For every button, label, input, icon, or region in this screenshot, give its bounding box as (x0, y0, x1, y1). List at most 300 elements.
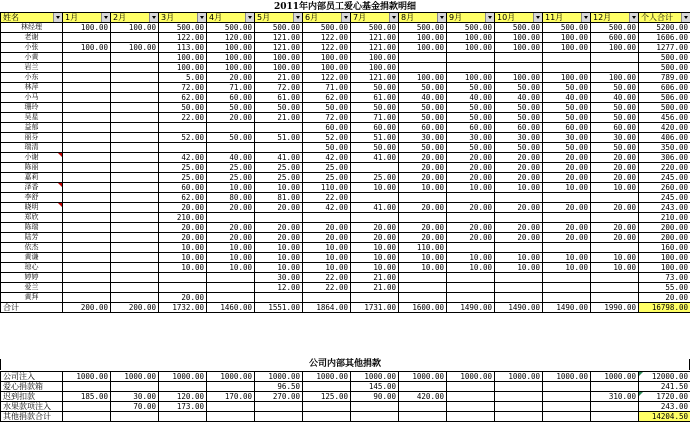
amount-cell[interactable] (63, 83, 111, 93)
column-header[interactable]: 7月 (351, 13, 399, 23)
amount-cell[interactable]: 20.00 (351, 223, 399, 233)
amount-cell[interactable]: 406.00 (639, 133, 690, 143)
amount-cell[interactable] (591, 53, 639, 63)
amount-cell[interactable]: 10.00 (159, 263, 207, 273)
other-amount-cell[interactable] (495, 392, 543, 402)
total-cell[interactable]: 1731.00 (351, 303, 399, 313)
amount-cell[interactable] (447, 63, 495, 73)
amount-cell[interactable] (63, 53, 111, 63)
amount-cell[interactable]: 12.00 (255, 283, 303, 293)
other-amount-cell[interactable]: 1000.00 (447, 372, 495, 382)
amount-cell[interactable]: 100.00 (495, 33, 543, 43)
amount-cell[interactable]: 110.00 (399, 243, 447, 253)
amount-cell[interactable]: 5.00 (159, 73, 207, 83)
amount-cell[interactable]: 500.00 (639, 53, 690, 63)
other-amount-cell[interactable]: 310.00 (591, 392, 639, 402)
other-label[interactable]: 公司注入 (1, 372, 63, 382)
name-cell[interactable]: 黄拜 (1, 293, 63, 303)
amount-cell[interactable] (111, 103, 159, 113)
other-amount-cell[interactable] (495, 412, 543, 422)
amount-cell[interactable] (63, 233, 111, 243)
amount-cell[interactable]: 100.00 (639, 263, 690, 273)
name-cell[interactable]: 郑欣 (1, 213, 63, 223)
amount-cell[interactable]: 25.00 (207, 173, 255, 183)
amount-cell[interactable] (111, 133, 159, 143)
amount-cell[interactable]: 60.00 (495, 123, 543, 133)
other-amount-cell[interactable] (303, 382, 351, 392)
amount-cell[interactable] (255, 123, 303, 133)
total-cell[interactable]: 1732.00 (159, 303, 207, 313)
amount-cell[interactable]: 50.00 (399, 143, 447, 153)
amount-cell[interactable]: 20.00 (447, 233, 495, 243)
total-cell[interactable]: 1551.00 (255, 303, 303, 313)
amount-cell[interactable]: 25.00 (303, 173, 351, 183)
amount-cell[interactable]: 22.00 (159, 113, 207, 123)
amount-cell[interactable]: 220.00 (639, 163, 690, 173)
amount-cell[interactable]: 42.00 (303, 153, 351, 163)
amount-cell[interactable]: 121.00 (351, 43, 399, 53)
column-header[interactable]: 3月 (159, 13, 207, 23)
amount-cell[interactable]: 72.00 (159, 83, 207, 93)
amount-cell[interactable]: 306.00 (639, 153, 690, 163)
column-header[interactable]: 个人合计 (639, 13, 690, 23)
filter-dropdown-icon[interactable] (485, 13, 494, 22)
other-amount-cell[interactable]: 90.00 (351, 392, 399, 402)
amount-cell[interactable]: 789.00 (639, 73, 690, 83)
amount-cell[interactable] (591, 273, 639, 283)
amount-cell[interactable] (159, 283, 207, 293)
amount-cell[interactable]: 10.00 (207, 183, 255, 193)
amount-cell[interactable]: 62.00 (159, 93, 207, 103)
amount-cell[interactable] (447, 243, 495, 253)
amount-cell[interactable] (63, 103, 111, 113)
amount-cell[interactable]: 10.00 (207, 243, 255, 253)
amount-cell[interactable] (111, 253, 159, 263)
amount-cell[interactable] (207, 213, 255, 223)
comment-marker-icon[interactable] (58, 203, 62, 207)
name-cell[interactable]: 晓明 (1, 203, 63, 213)
amount-cell[interactable]: 73.00 (639, 273, 690, 283)
amount-cell[interactable] (447, 283, 495, 293)
amount-cell[interactable]: 100.00 (543, 43, 591, 53)
other-amount-cell[interactable]: 145.00 (351, 382, 399, 392)
amount-cell[interactable]: 10.00 (255, 263, 303, 273)
other-amount-cell[interactable]: 185.00 (63, 392, 111, 402)
other-amount-cell[interactable] (543, 382, 591, 392)
amount-cell[interactable]: 42.00 (303, 203, 351, 213)
amount-cell[interactable] (111, 263, 159, 273)
error-indicator-icon[interactable] (639, 372, 643, 376)
amount-cell[interactable]: 10.00 (543, 253, 591, 263)
other-amount-cell[interactable] (447, 412, 495, 422)
amount-cell[interactable]: 10.00 (255, 243, 303, 253)
amount-cell[interactable]: 100.00 (399, 43, 447, 53)
filter-dropdown-icon[interactable] (533, 13, 542, 22)
name-cell[interactable]: 小张 (1, 43, 63, 53)
total-label[interactable]: 合计 (1, 303, 63, 313)
other-amount-cell[interactable]: 30.00 (111, 392, 159, 402)
other-amount-cell[interactable] (255, 402, 303, 412)
amount-cell[interactable] (63, 163, 111, 173)
amount-cell[interactable] (159, 273, 207, 283)
amount-cell[interactable]: 50.00 (543, 83, 591, 93)
amount-cell[interactable]: 500.00 (639, 63, 690, 73)
amount-cell[interactable] (495, 53, 543, 63)
other-amount-cell[interactable]: 1720.00 (639, 392, 690, 402)
amount-cell[interactable]: 41.00 (351, 153, 399, 163)
amount-cell[interactable]: 100.00 (399, 33, 447, 43)
amount-cell[interactable] (447, 193, 495, 203)
amount-cell[interactable] (111, 233, 159, 243)
amount-cell[interactable] (63, 213, 111, 223)
amount-cell[interactable] (63, 203, 111, 213)
amount-cell[interactable]: 100.00 (447, 73, 495, 83)
amount-cell[interactable]: 210.00 (159, 213, 207, 223)
amount-cell[interactable]: 10.00 (303, 243, 351, 253)
amount-cell[interactable] (111, 123, 159, 133)
amount-cell[interactable]: 500.00 (447, 23, 495, 33)
amount-cell[interactable]: 20.00 (591, 163, 639, 173)
amount-cell[interactable]: 50.00 (399, 113, 447, 123)
total-cell[interactable]: 200.00 (63, 303, 111, 313)
amount-cell[interactable]: 20.00 (159, 233, 207, 243)
name-cell[interactable]: 珊玲 (1, 103, 63, 113)
name-cell[interactable]: 老谢 (1, 33, 63, 43)
amount-cell[interactable]: 60.00 (351, 123, 399, 133)
amount-cell[interactable] (111, 153, 159, 163)
filter-dropdown-icon[interactable] (629, 13, 638, 22)
amount-cell[interactable]: 500.00 (543, 23, 591, 33)
filter-dropdown-icon[interactable] (437, 13, 446, 22)
amount-cell[interactable]: 10.00 (399, 253, 447, 263)
amount-cell[interactable]: 200.00 (639, 223, 690, 233)
amount-cell[interactable] (63, 143, 111, 153)
amount-cell[interactable]: 600.00 (591, 33, 639, 43)
amount-cell[interactable]: 5200.00 (639, 23, 690, 33)
amount-cell[interactable]: 100.00 (303, 63, 351, 73)
amount-cell[interactable]: 50.00 (159, 103, 207, 113)
amount-cell[interactable]: 100.00 (543, 33, 591, 43)
amount-cell[interactable]: 42.00 (159, 153, 207, 163)
column-header[interactable]: 11月 (543, 13, 591, 23)
amount-cell[interactable]: 500.00 (351, 23, 399, 33)
amount-cell[interactable] (591, 243, 639, 253)
amount-cell[interactable]: 100.00 (111, 23, 159, 33)
amount-cell[interactable]: 100.00 (495, 43, 543, 53)
amount-cell[interactable]: 22.00 (303, 283, 351, 293)
amount-cell[interactable]: 50.00 (495, 83, 543, 93)
amount-cell[interactable]: 113.00 (159, 43, 207, 53)
amount-cell[interactable] (543, 63, 591, 73)
comment-marker-icon[interactable] (58, 153, 62, 157)
amount-cell[interactable] (111, 273, 159, 283)
amount-cell[interactable] (255, 293, 303, 303)
total-cell[interactable]: 16798.00 (639, 303, 690, 313)
amount-cell[interactable] (63, 183, 111, 193)
amount-cell[interactable]: 20.00 (543, 153, 591, 163)
amount-cell[interactable]: 20.00 (543, 233, 591, 243)
amount-cell[interactable]: 100.00 (303, 53, 351, 63)
total-cell[interactable]: 1864.00 (303, 303, 351, 313)
amount-cell[interactable]: 20.00 (639, 293, 690, 303)
filter-dropdown-icon[interactable] (101, 13, 110, 22)
total-cell[interactable]: 1490.00 (543, 303, 591, 313)
amount-cell[interactable] (351, 163, 399, 173)
amount-cell[interactable]: 62.00 (159, 193, 207, 203)
amount-cell[interactable]: 500.00 (207, 23, 255, 33)
other-label[interactable]: 其他捐款合计 (1, 412, 63, 422)
amount-cell[interactable]: 350.00 (639, 143, 690, 153)
amount-cell[interactable]: 456.00 (639, 113, 690, 123)
amount-cell[interactable]: 80.00 (207, 193, 255, 203)
amount-cell[interactable]: 10.00 (495, 253, 543, 263)
filter-dropdown-icon[interactable] (53, 13, 62, 22)
other-amount-cell[interactable] (591, 402, 639, 412)
amount-cell[interactable]: 100.00 (255, 53, 303, 63)
amount-cell[interactable]: 40.00 (591, 93, 639, 103)
amount-cell[interactable]: 100.00 (63, 43, 111, 53)
amount-cell[interactable]: 210.00 (639, 213, 690, 223)
amount-cell[interactable]: 606.00 (639, 83, 690, 93)
amount-cell[interactable] (63, 223, 111, 233)
amount-cell[interactable] (63, 73, 111, 83)
amount-cell[interactable]: 20.00 (399, 223, 447, 233)
amount-cell[interactable] (111, 283, 159, 293)
name-cell[interactable]: 丽芬 (1, 133, 63, 143)
amount-cell[interactable] (63, 133, 111, 143)
column-header[interactable]: 1月 (63, 13, 111, 23)
name-cell[interactable]: 琼心 (1, 263, 63, 273)
amount-cell[interactable]: 25.00 (303, 163, 351, 173)
other-amount-cell[interactable]: 241.50 (639, 382, 690, 392)
amount-cell[interactable]: 420.00 (639, 123, 690, 133)
amount-cell[interactable]: 10.00 (399, 183, 447, 193)
column-header[interactable]: 12月 (591, 13, 639, 23)
amount-cell[interactable]: 20.00 (207, 203, 255, 213)
name-cell[interactable]: 益郁 (1, 123, 63, 133)
name-cell[interactable]: 小黄 (1, 53, 63, 63)
amount-cell[interactable]: 100.00 (207, 53, 255, 63)
amount-cell[interactable]: 10.00 (351, 263, 399, 273)
filter-dropdown-icon[interactable] (681, 13, 690, 22)
amount-cell[interactable] (399, 283, 447, 293)
amount-cell[interactable]: 100.00 (399, 73, 447, 83)
amount-cell[interactable] (303, 293, 351, 303)
amount-cell[interactable] (447, 293, 495, 303)
amount-cell[interactable]: 20.00 (207, 223, 255, 233)
total-cell[interactable]: 1490.00 (495, 303, 543, 313)
other-amount-cell[interactable]: 1000.00 (303, 372, 351, 382)
other-amount-cell[interactable] (303, 402, 351, 412)
filter-dropdown-icon[interactable] (581, 13, 590, 22)
amount-cell[interactable]: 40.00 (447, 93, 495, 103)
other-amount-cell[interactable]: 243.00 (639, 402, 690, 412)
amount-cell[interactable] (351, 293, 399, 303)
name-cell[interactable]: 李舒 (1, 193, 63, 203)
amount-cell[interactable]: 122.00 (159, 33, 207, 43)
amount-cell[interactable]: 10.00 (495, 183, 543, 193)
amount-cell[interactable]: 30.00 (399, 133, 447, 143)
amount-cell[interactable]: 61.00 (255, 93, 303, 103)
other-amount-cell[interactable] (63, 412, 111, 422)
amount-cell[interactable]: 20.00 (591, 153, 639, 163)
amount-cell[interactable]: 50.00 (303, 143, 351, 153)
amount-cell[interactable] (255, 213, 303, 223)
amount-cell[interactable]: 20.00 (399, 153, 447, 163)
amount-cell[interactable]: 10.00 (255, 183, 303, 193)
amount-cell[interactable] (207, 123, 255, 133)
amount-cell[interactable]: 20.00 (591, 173, 639, 183)
amount-cell[interactable]: 21.00 (351, 273, 399, 283)
amount-cell[interactable]: 121.00 (351, 73, 399, 83)
amount-cell[interactable]: 100.00 (495, 73, 543, 83)
amount-cell[interactable] (351, 193, 399, 203)
amount-cell[interactable]: 60.00 (159, 183, 207, 193)
other-amount-cell[interactable] (399, 382, 447, 392)
error-indicator-icon[interactable] (639, 392, 643, 396)
amount-cell[interactable]: 30.00 (591, 133, 639, 143)
amount-cell[interactable]: 62.00 (303, 93, 351, 103)
amount-cell[interactable]: 60.00 (543, 123, 591, 133)
amount-cell[interactable]: 10.00 (351, 183, 399, 193)
amount-cell[interactable] (63, 123, 111, 133)
column-header[interactable]: 10月 (495, 13, 543, 23)
amount-cell[interactable]: 122.00 (303, 33, 351, 43)
total-cell[interactable]: 1490.00 (447, 303, 495, 313)
amount-cell[interactable] (111, 223, 159, 233)
amount-cell[interactable]: 20.00 (207, 233, 255, 243)
amount-cell[interactable] (399, 193, 447, 203)
amount-cell[interactable]: 10.00 (447, 183, 495, 193)
amount-cell[interactable]: 110.00 (303, 183, 351, 193)
other-amount-cell[interactable] (543, 412, 591, 422)
other-amount-cell[interactable] (543, 402, 591, 412)
filter-dropdown-icon[interactable] (389, 13, 398, 22)
amount-cell[interactable]: 10.00 (351, 243, 399, 253)
amount-cell[interactable]: 20.00 (255, 233, 303, 243)
amount-cell[interactable]: 60.00 (207, 93, 255, 103)
amount-cell[interactable]: 100.00 (255, 63, 303, 73)
amount-cell[interactable]: 100.00 (111, 43, 159, 53)
amount-cell[interactable]: 30.00 (255, 273, 303, 283)
filter-dropdown-icon[interactable] (293, 13, 302, 22)
amount-cell[interactable]: 20.00 (207, 73, 255, 83)
other-amount-cell[interactable]: 125.00 (303, 392, 351, 402)
name-cell[interactable]: 小马 (1, 93, 63, 103)
amount-cell[interactable]: 10.00 (399, 263, 447, 273)
amount-cell[interactable]: 500.00 (303, 23, 351, 33)
other-amount-cell[interactable]: 173.00 (159, 402, 207, 412)
name-cell[interactable]: 泽香 (1, 183, 63, 193)
filter-dropdown-icon[interactable] (197, 13, 206, 22)
amount-cell[interactable]: 40.00 (207, 153, 255, 163)
column-header[interactable]: 6月 (303, 13, 351, 23)
amount-cell[interactable] (495, 273, 543, 283)
amount-cell[interactable]: 10.00 (591, 263, 639, 273)
amount-cell[interactable]: 500.00 (639, 103, 690, 113)
amount-cell[interactable] (63, 153, 111, 163)
amount-cell[interactable] (207, 143, 255, 153)
other-amount-cell[interactable]: 14204.50 (639, 412, 690, 422)
total-cell[interactable]: 1460.00 (207, 303, 255, 313)
amount-cell[interactable]: 60.00 (591, 123, 639, 133)
name-cell[interactable]: 陈丽 (1, 163, 63, 173)
other-amount-cell[interactable]: 12000.00 (639, 372, 690, 382)
other-amount-cell[interactable]: 70.00 (111, 402, 159, 412)
amount-cell[interactable]: 50.00 (255, 103, 303, 113)
amount-cell[interactable]: 10.00 (255, 253, 303, 263)
name-cell[interactable]: 吴星 (1, 113, 63, 123)
name-cell[interactable]: 依杰 (1, 243, 63, 253)
other-amount-cell[interactable] (399, 412, 447, 422)
amount-cell[interactable] (111, 33, 159, 43)
amount-cell[interactable] (63, 93, 111, 103)
amount-cell[interactable]: 20.00 (399, 233, 447, 243)
amount-cell[interactable]: 52.00 (303, 133, 351, 143)
amount-cell[interactable]: 20.00 (399, 173, 447, 183)
amount-cell[interactable]: 72.00 (255, 83, 303, 93)
amount-cell[interactable]: 21.00 (255, 113, 303, 123)
amount-cell[interactable]: 20.00 (543, 163, 591, 173)
amount-cell[interactable] (207, 293, 255, 303)
amount-cell[interactable]: 22.00 (303, 193, 351, 203)
other-amount-cell[interactable] (495, 402, 543, 412)
amount-cell[interactable]: 122.00 (303, 73, 351, 83)
amount-cell[interactable]: 60.00 (303, 123, 351, 133)
amount-cell[interactable]: 20.00 (543, 203, 591, 213)
amount-cell[interactable]: 200.00 (639, 233, 690, 243)
other-amount-cell[interactable] (207, 412, 255, 422)
amount-cell[interactable] (159, 143, 207, 153)
other-amount-cell[interactable] (495, 382, 543, 392)
amount-cell[interactable]: 50.00 (399, 103, 447, 113)
amount-cell[interactable] (543, 283, 591, 293)
amount-cell[interactable] (543, 213, 591, 223)
amount-cell[interactable]: 10.00 (351, 253, 399, 263)
amount-cell[interactable]: 500.00 (255, 23, 303, 33)
amount-cell[interactable]: 122.00 (303, 43, 351, 53)
amount-cell[interactable] (495, 243, 543, 253)
amount-cell[interactable]: 20.00 (447, 173, 495, 183)
amount-cell[interactable]: 20.00 (591, 203, 639, 213)
amount-cell[interactable]: 20.00 (495, 233, 543, 243)
amount-cell[interactable] (111, 73, 159, 83)
amount-cell[interactable] (159, 123, 207, 133)
comment-marker-icon[interactable] (58, 183, 62, 187)
amount-cell[interactable]: 52.00 (159, 133, 207, 143)
amount-cell[interactable]: 500.00 (159, 23, 207, 33)
amount-cell[interactable]: 20.00 (159, 293, 207, 303)
amount-cell[interactable] (63, 293, 111, 303)
other-label[interactable]: 水果款项注入 (1, 402, 63, 412)
other-amount-cell[interactable] (111, 412, 159, 422)
amount-cell[interactable] (63, 283, 111, 293)
amount-cell[interactable]: 121.00 (255, 33, 303, 43)
amount-cell[interactable]: 51.00 (351, 133, 399, 143)
total-cell[interactable]: 1990.00 (591, 303, 639, 313)
amount-cell[interactable]: 50.00 (207, 103, 255, 113)
amount-cell[interactable]: 50.00 (591, 83, 639, 93)
amount-cell[interactable]: 10.00 (495, 263, 543, 273)
amount-cell[interactable] (399, 63, 447, 73)
amount-cell[interactable]: 121.00 (351, 33, 399, 43)
amount-cell[interactable]: 10.00 (207, 263, 255, 273)
amount-cell[interactable]: 41.00 (351, 203, 399, 213)
other-amount-cell[interactable]: 1000.00 (351, 372, 399, 382)
amount-cell[interactable] (543, 53, 591, 63)
amount-cell[interactable]: 100.00 (351, 53, 399, 63)
other-amount-cell[interactable]: 420.00 (399, 392, 447, 402)
